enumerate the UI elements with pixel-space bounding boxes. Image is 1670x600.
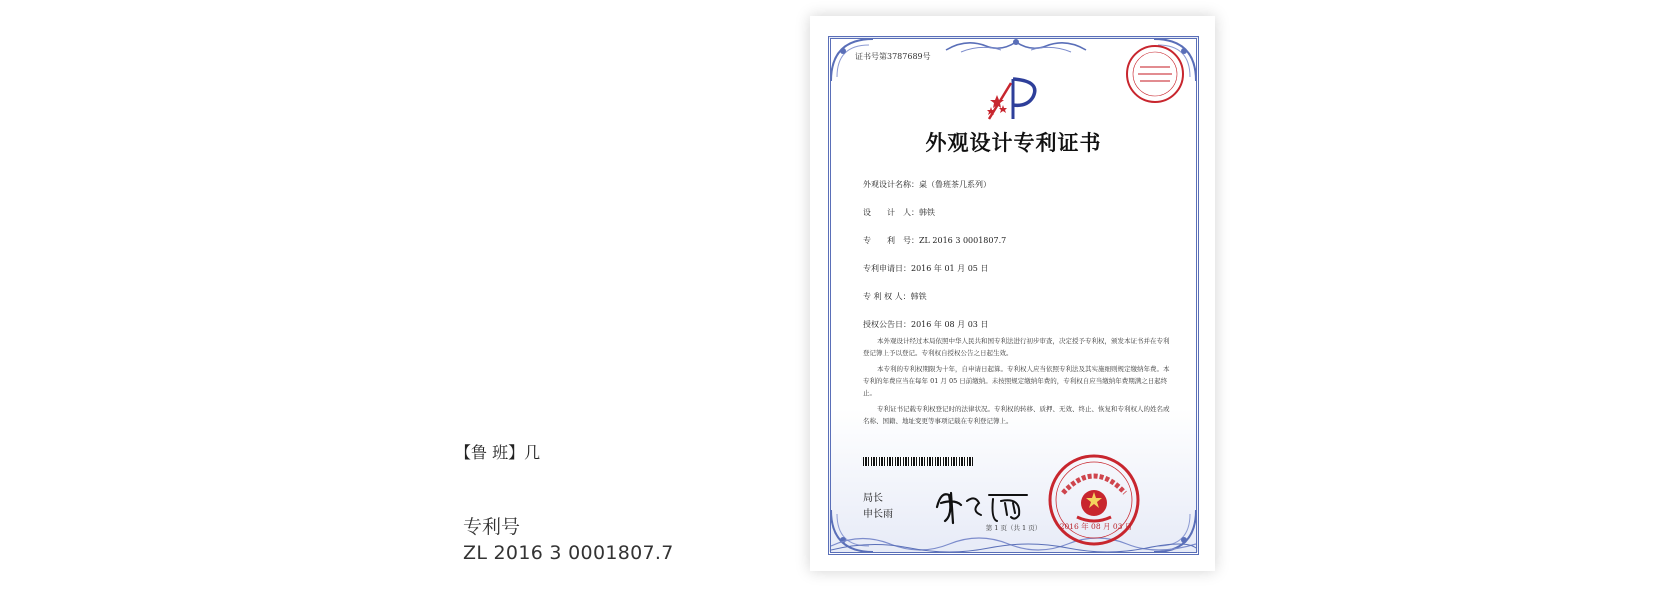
- barcode: [863, 457, 973, 466]
- field-designer: 设 计 人：韩铁: [863, 208, 935, 217]
- patent-certificate-image: [810, 16, 1215, 571]
- handwritten-signature-icon: [931, 485, 1041, 525]
- field-grant-date: 授权公告日：2016 年 08 月 03 日: [863, 320, 989, 329]
- field-patentee: 专 利 权 人：韩铁: [863, 292, 927, 301]
- national-seal-icon: [1047, 453, 1141, 547]
- signature-name: 申长雨: [863, 509, 893, 520]
- certificate-border: [828, 36, 1199, 555]
- product-title: 【鲁 班】几: [455, 443, 541, 462]
- seal-date: 2016 年 08 月 03 日: [1059, 522, 1133, 531]
- paragraph-grant: 本外观设计经过本局依照中华人民共和国专利法进行初步审查，决定授予专利权，颁发本证书并在专利登记簿上予以登记。专利权自授权公告之日起生效。: [863, 337, 1170, 357]
- patent-number: ZL 2016 3 0001807.7: [463, 542, 674, 564]
- field-application-date: 专利申请日：2016 年 01 月 05 日: [863, 264, 989, 273]
- page-footer: 第 1 页（共 1 页）: [985, 524, 1042, 532]
- signature-title: 局长: [863, 493, 883, 504]
- certificate-number: 证书号第3787689号: [855, 52, 931, 61]
- paragraph-register: 专利证书记载专利权登记时的法律状况。专利权的转移、质押、无效、终止、恢复和专利权人的姓名或名称、国籍、地址变更等事项记载在专利登记簿上。: [863, 405, 1170, 425]
- paragraph-term: 本专利的专利权期限为十年，自申请日起算。专利权人应当依照专利法及其实施细则规定缴纳年费。本专利的年费应当在每年 01 月 05 日前缴纳。未按照规定缴纳年费的，专利权自应当缴纳年费期满之日起终止。: [863, 365, 1170, 397]
- certificate-heading: 外观设计专利证书: [925, 130, 1102, 155]
- field-patent-number: 专 利 号：ZL 2016 3 0001807.7: [863, 236, 1007, 245]
- field-design-name: 外观设计名称：桌（鲁班茶几系列）: [863, 180, 991, 189]
- patent-office-logo-icon: [983, 75, 1047, 121]
- agency-seal-icon: [1124, 43, 1186, 105]
- top-ornament-icon: [941, 36, 1091, 56]
- patent-label: 专利号: [463, 516, 521, 538]
